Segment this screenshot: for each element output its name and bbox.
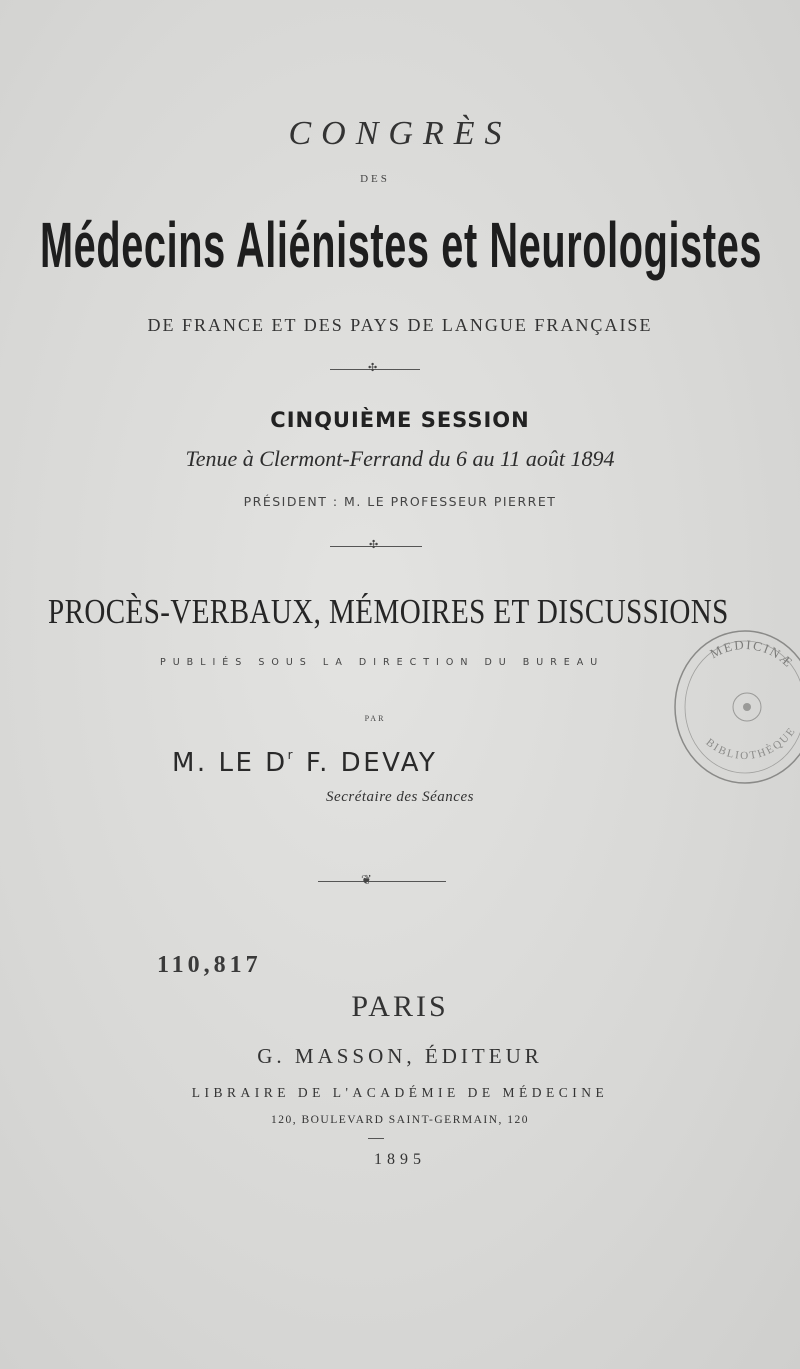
par-label: PAR [364, 714, 386, 723]
published-under: PUBLIÉS SOUS LA DIRECTION DU BUREAU [160, 657, 605, 668]
svg-text:BIBLIOTHÈQUE: BIBLIOTHÈQUE [703, 724, 799, 762]
author-name: M. LE $D^r$ F. DEVAY [172, 748, 438, 778]
ornament-flourish-icon: ✣ [369, 539, 379, 551]
library-number: 110,817 [157, 952, 262, 978]
short-rule [368, 1138, 384, 1139]
main-title: Médecins Aliénistes et Neurologistes [40, 209, 763, 281]
publication-year: 1895 [374, 1151, 426, 1168]
ornament-flourish-icon: ❦ [361, 872, 372, 887]
session-held: Tenue à Clermont-Ferrand du 6 au 11 août 1894 [185, 446, 615, 471]
library-stamp-icon [665, 615, 800, 790]
publisher-city: PARIS [351, 990, 449, 1023]
congres-heading: CONGRÈS [288, 115, 512, 152]
contents-title: PROCÈS-VERBAUX, MÉMOIRES ET DISCUSSIONS [48, 592, 729, 631]
ornament-flourish-icon: ✣ [368, 362, 378, 374]
session-president: PRÉSIDENT : M. LE PROFESSEUR PIERRET [243, 494, 557, 509]
publisher-name: G. MASSON, ÉDITEUR [257, 1044, 543, 1068]
session-title: CINQUIÈME SESSION [270, 408, 530, 432]
publisher-address: 120, BOULEVARD SAINT-GERMAIN, 120 [270, 1114, 530, 1126]
author-role: Secrétaire des Séances [326, 789, 474, 805]
subtitle: DE FRANCE ET DES PAYS DE LANGUE FRANÇAISE [147, 315, 653, 335]
svg-text:MEDICINÆ: MEDICINÆ [707, 636, 797, 671]
publisher-line: LIBRAIRE DE L'ACADÉMIE DE MÉDECINE [191, 1085, 609, 1100]
ornament-divider-3 [318, 881, 446, 882]
des-label: DES [360, 173, 390, 185]
